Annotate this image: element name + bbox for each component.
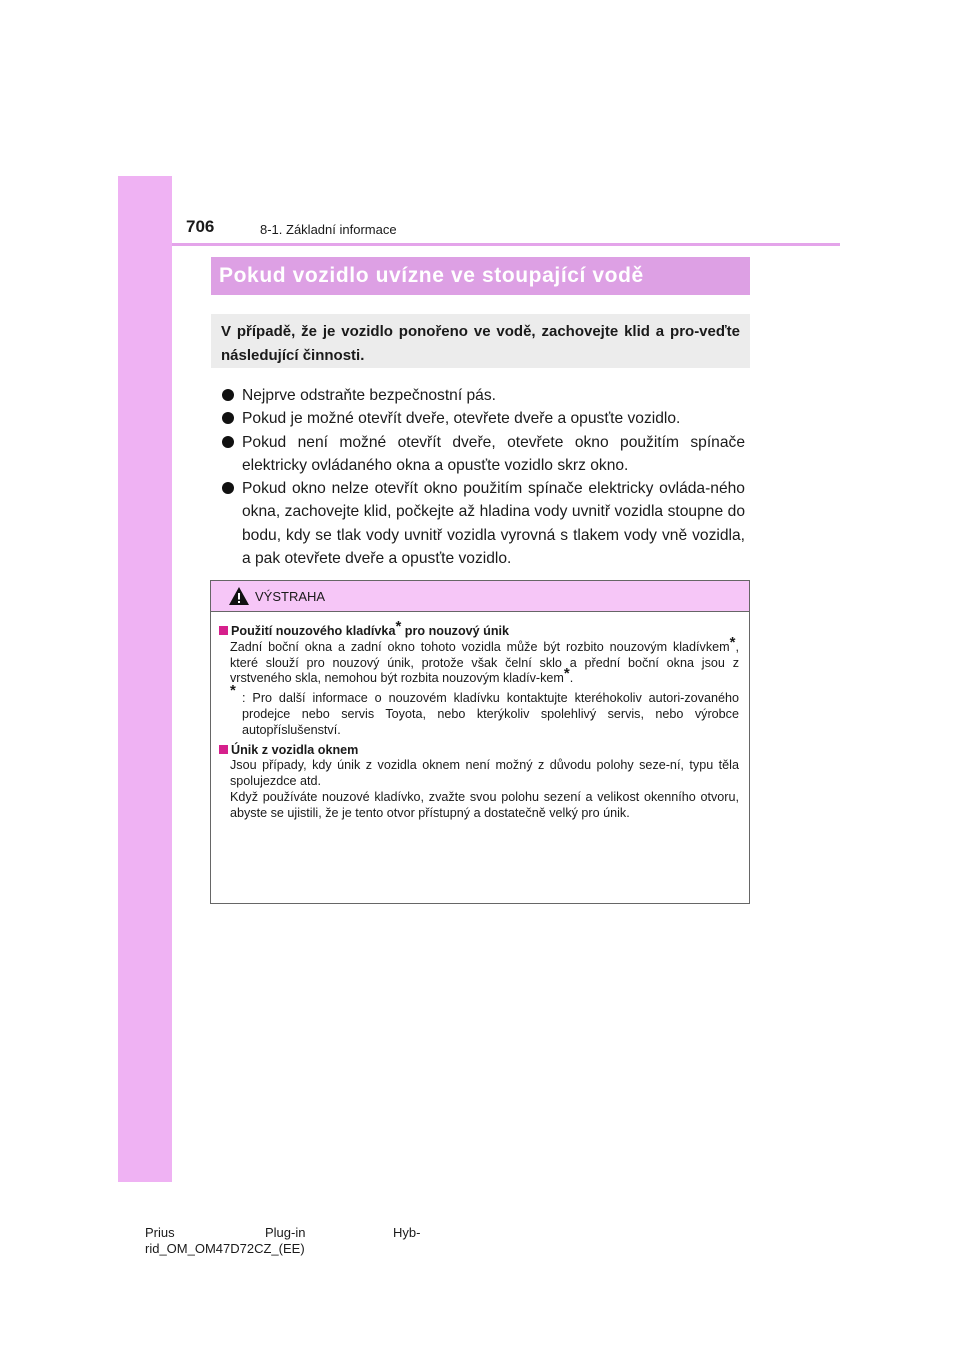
warning-subheading: Použití nouzového kladívka* pro nouzový únik: [219, 624, 739, 640]
square-bullet-icon: [219, 626, 228, 635]
asterisk-mark: *: [563, 665, 570, 683]
footer-code: rid_OM_OM47D72CZ_(EE): [145, 1241, 305, 1256]
warning-body: [211, 612, 749, 822]
warning-subheading: Únik z vozidla oknem: [219, 743, 739, 759]
warning-triangle-icon: [228, 586, 250, 606]
asterisk-mark: *: [395, 618, 402, 635]
warning-paragraph: Když používáte nouzové kladívko, zvažte svou polohu sezení a velikost okenního otvoru, abyste se ujistili, že je tento otvor přístupný a dostatečně velký pro únik.: [230, 789, 739, 820]
page-heading: Pokud vozidlo uvízne ve stoupající vodě: [211, 257, 750, 295]
footnote: * : Pro další informace o nouzovém kladívku kontaktujte kteréhokoliv autori-zovaného prodejce nebo servis Toyota, nebo kterýkoliv spolehlivý servis, nebo výrobce autopříslušenství.: [230, 682, 739, 737]
list-item-text: Nejprve odstraňte bezpečnostní pás.: [242, 387, 496, 404]
page-number: 706: [186, 217, 215, 236]
square-bullet-icon: [219, 745, 228, 754]
list-item-text: Pokud není možné otevřít dveře, otevřete okno použitím spínače elektricky ovládaného okna a opusťte vozidlo skrz okno.: [242, 433, 745, 474]
warning-paragraph: Jsou případy, kdy únik z vozidla oknem není možný z důvodu polohy seze-ní, typu těla spolujezdce atd.: [230, 758, 739, 789]
side-tab-bar: [118, 176, 172, 1182]
list-item: [220, 407, 745, 430]
warning-paragraph: Zadní boční okna a zadní okno tohoto vozidla může být rozbito nouzovým kladívkem*, které slouží pro nouzový únik, protože však čelní sklo a přední boční okna jsou z vrstveného skla, nemohou být rozbita nouzovým kladív-kem*.: [230, 633, 739, 686]
section-title: 8-1. Základní informace: [260, 222, 397, 237]
list-item: [220, 431, 745, 478]
intro-box: V případě, že je vozidlo ponořeno ve vodě, zachovejte klid a pro-veďte následující činnosti.: [211, 314, 750, 368]
list-item: [220, 384, 745, 407]
warning-label: VÝSTRAHA: [255, 589, 326, 604]
instruction-list: [220, 384, 745, 570]
list-item: [220, 477, 745, 570]
bullet-dot-icon: [222, 436, 234, 448]
header-rule: [172, 243, 840, 246]
warning-header: [211, 581, 749, 612]
bullet-dot-icon: [222, 482, 234, 494]
bullet-dot-icon: [222, 412, 234, 424]
bullet-dot-icon: [222, 389, 234, 401]
list-item-text: Pokud okno nelze otevřít okno použitím spínače elektricky ovláda-ného okna, zachovejte klid, počkejte až hladina vody uvnitř vozidla stoupne do bodu, kdy se tlak vody uvnitř vozidla vyrovná s tlakem vody vně vozidla, a pak otevřete dveře a opusťte vozidlo.: [242, 480, 745, 568]
footer-type: Hyb-: [393, 1225, 421, 1240]
footer: [145, 1225, 420, 1257]
footer-variant: Plug-in: [265, 1225, 306, 1240]
list-item-text: Pokud je možné otevřít dveře, otevřete dveře a opusťte vozidlo.: [242, 410, 681, 428]
asterisk-mark: *: [729, 633, 736, 651]
warning-box: [210, 580, 750, 904]
footer-model: Prius: [145, 1225, 175, 1240]
